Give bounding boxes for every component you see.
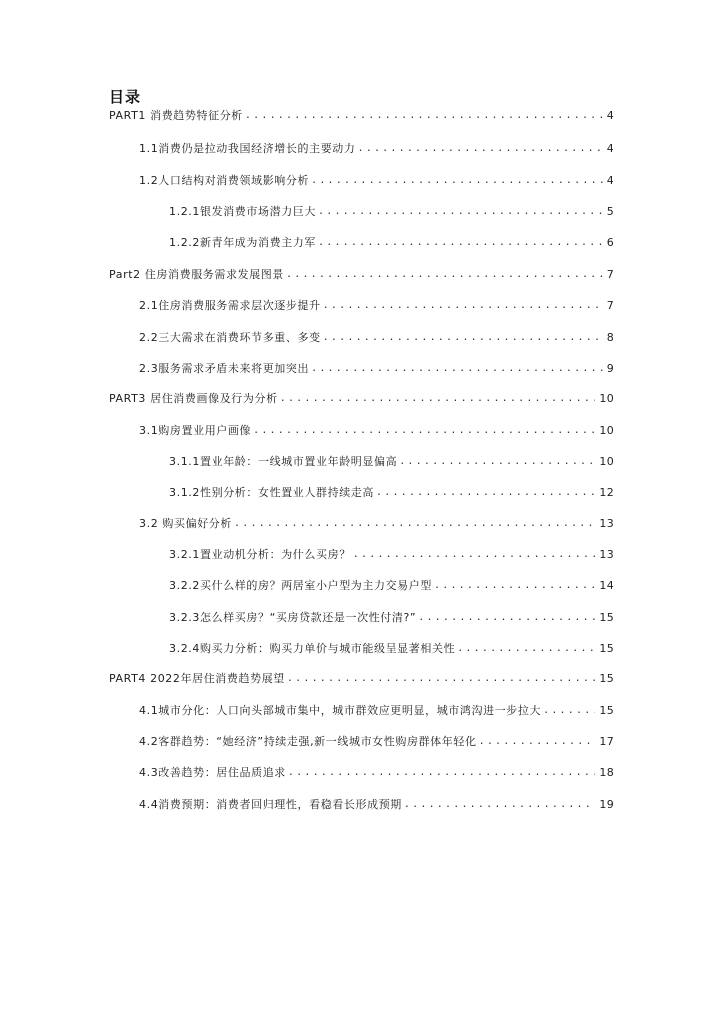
toc-entry-label: 3.2 购买偏好分析 bbox=[139, 517, 232, 530]
toc-entry-3-2-4[interactable] bbox=[169, 640, 614, 658]
toc-entry-label: 4.4消费预期：消费者回归理性，看稳看长形成预期 bbox=[139, 798, 402, 811]
toc-entry-page: 4 bbox=[606, 142, 614, 155]
toc-leader-dots bbox=[399, 453, 595, 471]
toc-leader-dots bbox=[253, 422, 595, 440]
toc-leader-dots bbox=[245, 107, 603, 125]
toc-entry-label: 2.3服务需求矛盾未来将更加突出 bbox=[139, 362, 310, 375]
toc-entry-label: 2.1住房消费服务需求层次逐步提升 bbox=[139, 299, 321, 312]
toc-leader-dots bbox=[376, 484, 595, 502]
toc-leader-dots bbox=[543, 702, 595, 720]
toc-entry-page: 19 bbox=[599, 798, 614, 811]
toc-entry-label: PART3 居住消费画像及行为分析 bbox=[109, 392, 278, 405]
toc-entry-part3[interactable] bbox=[109, 390, 614, 408]
toc-entry-page: 6 bbox=[606, 236, 614, 249]
toc-entry-label: PART4 2022年居住消费趋势展望 bbox=[109, 672, 285, 685]
toc-entry-3-1-1[interactable] bbox=[169, 453, 614, 471]
toc-leader-dots bbox=[418, 609, 595, 627]
toc-leader-dots bbox=[358, 140, 603, 158]
toc-leader-dots bbox=[234, 515, 595, 533]
toc-entry-label: 1.2人口结构对消费领域影响分析 bbox=[139, 174, 310, 187]
toc-leader-dots bbox=[280, 390, 596, 408]
toc-leader-dots bbox=[479, 733, 596, 751]
toc-entry-label: 1.2.2新青年成为消费主力军 bbox=[169, 236, 316, 249]
toc-entry-page: 4 bbox=[606, 109, 614, 122]
toc-entry-3-1[interactable] bbox=[139, 422, 614, 440]
toc-leader-dots bbox=[286, 266, 603, 284]
toc-leader-dots bbox=[323, 329, 603, 347]
toc-entry-page: 18 bbox=[599, 766, 614, 779]
toc-leader-dots bbox=[457, 640, 595, 658]
toc-entry-page: 15 bbox=[599, 704, 614, 717]
toc-entry-page: 13 bbox=[599, 517, 614, 530]
toc-entry-1-2-2[interactable] bbox=[169, 234, 614, 252]
toc-entry-4-1[interactable] bbox=[139, 702, 614, 720]
toc-entry-label: 3.1.1置业年龄：一线城市置业年龄明显偏高 bbox=[169, 455, 398, 468]
toc-entry-part2[interactable] bbox=[109, 266, 614, 284]
toc-entry-page: 13 bbox=[599, 548, 614, 561]
toc-entry-4-3[interactable] bbox=[139, 764, 614, 782]
toc-entry-1-1[interactable] bbox=[139, 140, 614, 158]
toc-entry-label: 4.1城市分化：人口向头部城市集中，城市群效应更明显，城市鸿沟进一步拉大 bbox=[139, 704, 542, 717]
toc-entry-page: 12 bbox=[599, 486, 614, 499]
toc-entry-3-2-3[interactable] bbox=[169, 609, 614, 627]
toc-entry-3-2-1[interactable] bbox=[169, 546, 614, 564]
toc-entry-2-1[interactable] bbox=[139, 297, 614, 315]
toc-leader-dots bbox=[353, 546, 596, 564]
toc-entry-1-2-1[interactable] bbox=[169, 203, 614, 221]
toc-entry-label: 1.1消费仍是拉动我国经济增长的主要动力 bbox=[139, 142, 356, 155]
toc-entry-2-2[interactable] bbox=[139, 329, 614, 347]
toc-entry-label: 1.2.1银发消费市场潜力巨大 bbox=[169, 205, 316, 218]
toc-leader-dots bbox=[434, 577, 595, 595]
toc-entry-label: 3.2.4购买力分析：购买力单价与城市能级呈显著相关性 bbox=[169, 642, 456, 655]
toc-entry-page: 5 bbox=[606, 205, 614, 218]
toc-entry-label: 3.2.1置业动机分析：为什么买房？ bbox=[169, 548, 351, 561]
toc-leader-dots bbox=[318, 234, 603, 252]
toc-entry-1-2[interactable] bbox=[139, 172, 614, 190]
toc-entry-3-2-2[interactable] bbox=[169, 577, 614, 595]
toc-leader-dots bbox=[287, 670, 595, 688]
toc-entry-label: PART1 消费趋势特征分析 bbox=[109, 109, 243, 122]
toc-entry-page: 10 bbox=[599, 424, 614, 437]
toc-entry-label: 3.2.3怎么样买房？“买房贷款还是一次性付清?” bbox=[169, 611, 417, 624]
toc-entry-page: 10 bbox=[599, 455, 614, 468]
toc-entry-label: 4.2客群趋势：“她经济”持续走强,新一线城市女性购房群体年轻化 bbox=[139, 735, 477, 748]
toc-entry-4-4[interactable] bbox=[139, 796, 614, 814]
toc-entry-page: 9 bbox=[606, 362, 614, 375]
toc-leader-dots bbox=[404, 796, 595, 814]
toc-entry-page: 17 bbox=[599, 735, 614, 748]
toc-entry-page: 10 bbox=[599, 392, 614, 405]
toc-entry-label: 3.1.2性别分析：女性置业人群持续走高 bbox=[169, 486, 374, 499]
toc-entry-label: 4.3改善趋势：居住品质追求 bbox=[139, 766, 286, 779]
toc-leader-dots bbox=[288, 764, 595, 782]
toc-entry-page: 14 bbox=[599, 579, 614, 592]
toc-entry-part1[interactable] bbox=[109, 107, 614, 125]
toc-title: 目录 bbox=[109, 88, 142, 106]
toc-entry-4-2[interactable] bbox=[139, 733, 614, 751]
toc-entry-part4[interactable] bbox=[109, 670, 614, 688]
toc-entry-page: 7 bbox=[606, 299, 614, 312]
toc-entry-page: 15 bbox=[599, 611, 614, 624]
toc-entry-label: Part2 住房消费服务需求发展图景 bbox=[109, 268, 285, 281]
toc-entry-2-3[interactable] bbox=[139, 360, 614, 378]
toc-entry-label: 3.2.2买什么样的房？两居室小户型为主力交易户型 bbox=[169, 579, 432, 592]
toc-entry-page: 4 bbox=[606, 174, 614, 187]
toc-leader-dots bbox=[311, 172, 603, 190]
toc-entry-3-1-2[interactable] bbox=[169, 484, 614, 502]
toc-entry-page: 15 bbox=[599, 642, 614, 655]
toc-entry-page: 8 bbox=[606, 331, 614, 344]
toc-entry-3-2[interactable] bbox=[139, 515, 614, 533]
toc-entry-page: 7 bbox=[606, 268, 614, 281]
toc-entry-label: 2.2三大需求在消费环节多重、多变 bbox=[139, 331, 321, 344]
toc-entry-label: 3.1购房置业用户画像 bbox=[139, 424, 252, 437]
toc-entry-page: 15 bbox=[599, 672, 614, 685]
toc-leader-dots bbox=[311, 360, 603, 378]
toc-leader-dots bbox=[323, 297, 603, 315]
toc-leader-dots bbox=[318, 203, 603, 221]
